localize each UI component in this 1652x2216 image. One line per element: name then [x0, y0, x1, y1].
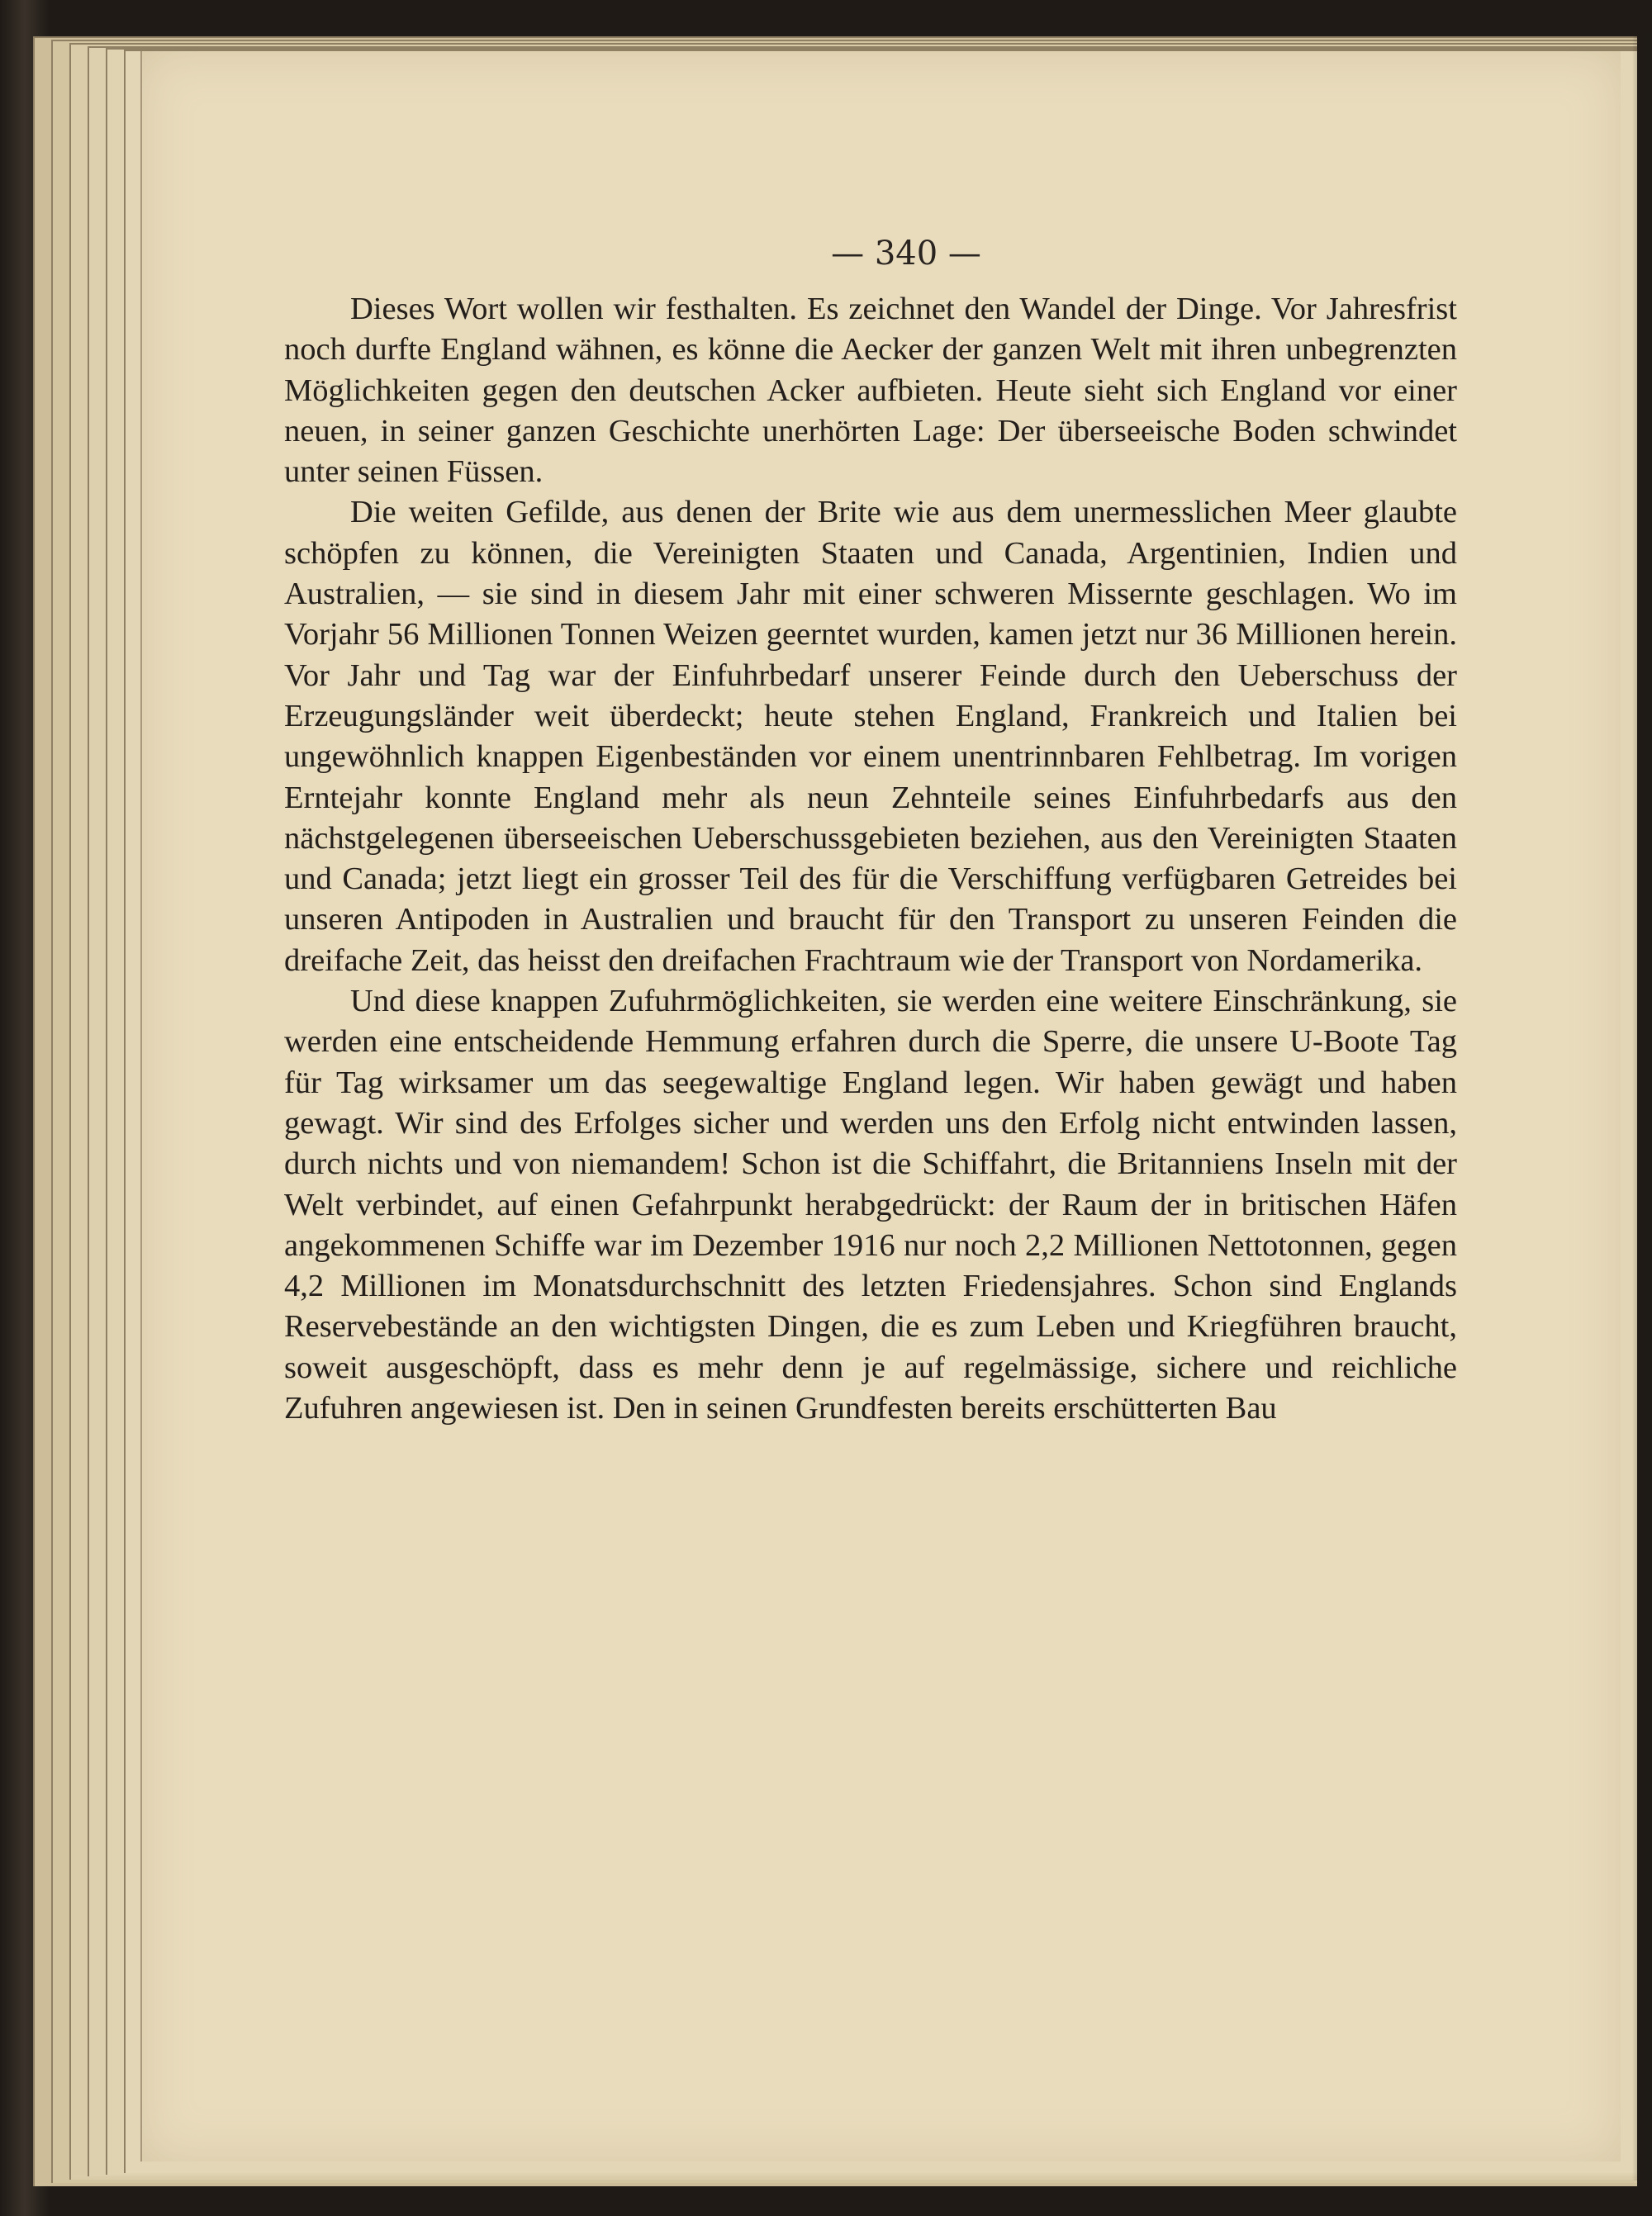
paragraph-1: Dieses Wort wollen wir festhalten. Es zeichnet den Wandel der Dinge. Vor Jahresfrist noch durfte England wähnen, es könne die Aecker der ganzen Welt mit ihren unbegrenzten Möglichkeiten gegen den deutschen Acker aufbieten. Heute sieht sich England vor einer neuen, in seiner ganzen Geschichte unerhörten Lage: Der überseeische Boden schwindet unter seinen Füssen.	[284, 292, 1457, 490]
page-body	[284, 289, 1457, 1429]
binding-shadow	[1632, 33, 1652, 2180]
paragraph-2: Die weiten Gefilde, aus denen der Brite wie aus dem unermesslichen Meer glaubte schöpfen zu können, die Vereinigten Staaten und Canada, Argentinien, Indien und Australien, — sie sind in diesem Jahr mit einer schweren Missernte geschlagen. Wo im Vorjahr 56 Millionen Tonnen Weizen geerntet wurden, kamen jetzt nur 36 Millionen herein. Vor Jahr und Tag war der Einfuhrbedarf unserer Feinde durch den Ueberschuss der Erzeugungsländer weit überdeckt; heute stehen England, Frankreich und Italien bei ungewöhnlich knappen Eigenbeständen vor einem unentrinnbaren Fehlbetrag. Im vorigen Erntejahr konnte England mehr als neun Zehnteile seines Einfuhrbedarfs aus den nächstgelegenen überseeischen Ueberschussgebieten beziehen, aus den Vereinigten Staaten und Canada; jetzt liegt ein grosser Teil des für die Verschiffung verfügbaren Getreides bei unseren Antipoden in Australien und braucht für den Transport zu unseren Feinden die dreifache Zeit, das heisst den dreifachen Frachtraum wie der Transport von Nordamerika.	[284, 495, 1457, 978]
page-number: — 340 —	[831, 235, 981, 273]
paragraph-3: Und diese knappen Zufuhrmöglichkeiten, sie werden eine weitere Einschränkung, sie werden eine entscheidende Hemmung erfahren durch die Sperre, die unsere U-Boote Tag für Tag wirksamer um das seegewaltige England legen. Wir haben gewägt und haben gewagt. Wir sind des Erfolges sicher und werden uns den Erfolg nicht entwinden lassen, durch nichts und von niemandem! Schon ist die Schiffahrt, die Britanniens Inseln mit der Welt verbindet, auf einen Gefahrpunkt herabgedrückt: der Raum der in britischen Häfen angekommenen Schiffe war im Dezember 1916 nur noch 2,2 Millionen Nettotonnen, gegen 4,2 Millionen im Monatsdurchschnitt des letzten Friedensjahres. Schon sind Englands Reservebestände an den wichtigsten Dingen, die es zum Leben und Kriegführen braucht, soweit ausgeschöpft, dass es mehr denn je auf regelmässige, sichere und reichliche Zufuhren angewiesen ist. Den in seinen Grundfesten bereits erschütterten Bau	[284, 984, 1457, 1426]
